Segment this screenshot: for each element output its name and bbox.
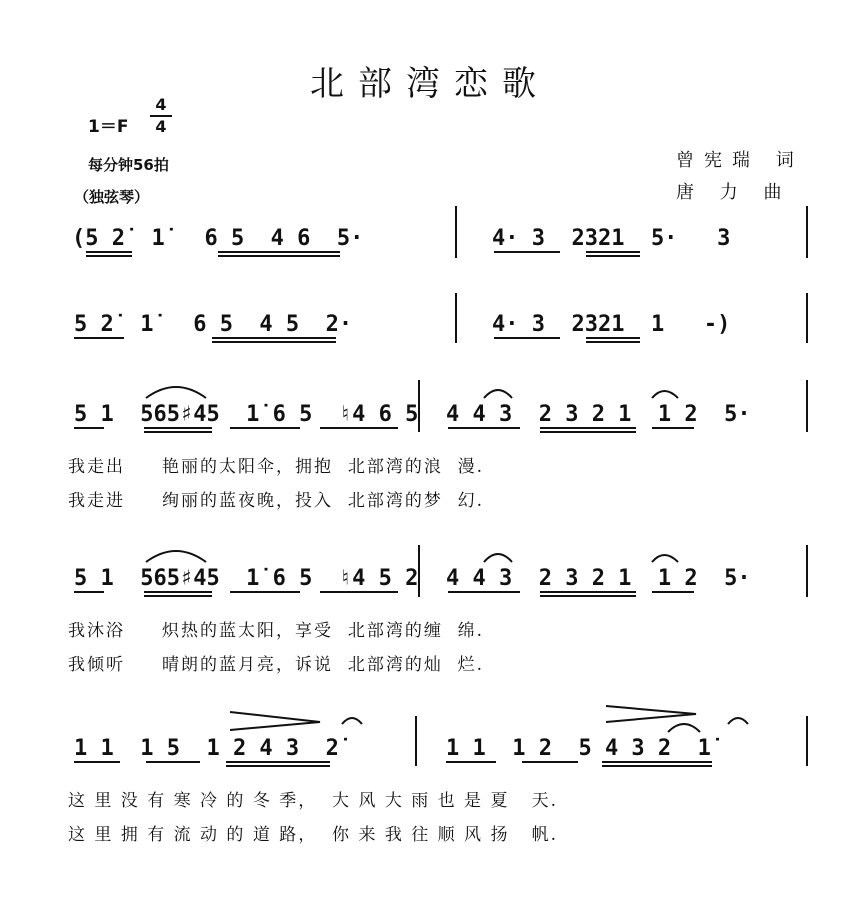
lyricist-credit: 曾宪瑞 词 [676,150,804,171]
slur [146,387,206,398]
slur [146,551,206,562]
notation-row-2-left: 5 2̇ 1̇ 6 5 4 5 2· [74,312,353,337]
key-signature: 1＝F [88,117,129,137]
slur [652,391,678,398]
notation-row-5-left: 1 1 1 5 1 2 4 3 2̇ [74,736,339,761]
lyric-row-5-verse-2: 这 里 拥 有 流 动 的 道 路， 你 来 我 往 顺 风 扬 帆. [68,825,559,845]
lyric-row-4-verse-1: 我沐浴 炽热的蓝太阳，享受 北部湾的缠 绵. [68,621,485,641]
notation-row-4-left: 5 1 565♯45 1̇ 6 5 ♮4 5 2 [74,566,419,591]
notation-row-1-right: 4· 3 2321 5· 3 [492,226,731,251]
time-signature-top: 4 [155,95,167,114]
instrument-label: （独弦琴） [74,188,150,206]
notation-row-3-right: 4 4 3 2 3 2 1 1 2 5· [446,402,751,427]
time-signature-bottom: 4 [155,117,167,136]
lyric-row-4-verse-2: 我倾听 晴朗的蓝月亮，诉说 北部湾的灿 烂. [68,655,485,675]
notation-row-5-right: 1 1 1 2 5 4 3 2 1̇ [446,736,711,761]
notation-row-3-left: 5 1 565♯45 1̇ 6 5 ♮4 6 5 [74,402,419,427]
fermata-mark [728,718,748,724]
slur [484,390,512,398]
dynamic-wedge [606,706,696,722]
composer-credit: 唐 力 曲 [676,182,792,203]
lyric-row-3-verse-1: 我走出 艳丽的太阳伞，拥抱 北部湾的浪 漫. [68,457,485,477]
notation-row-4-right: 4 4 3 2 3 2 1 1 2 5· [446,566,751,591]
notation-row-1-left: (5 2̇ 1̇ 6 5 4 6 5· [72,226,364,251]
dynamic-wedge [230,712,320,730]
tempo-marking: 每分钟56拍 [88,156,169,174]
lyric-row-5-verse-1: 这 里 没 有 寒 冷 的 冬 季， 大 风 大 雨 也 是 夏 天. [68,791,559,811]
fermata-mark [342,718,362,724]
slur [668,724,700,732]
song-title: 北部湾恋歌 [310,64,550,104]
slur [652,555,678,562]
lyric-row-3-verse-2: 我走进 绚丽的蓝夜晚，投入 北部湾的梦 幻. [68,491,485,511]
slur [484,554,512,562]
notation-row-2-right: 4· 3 2321 1 -) [492,312,731,337]
